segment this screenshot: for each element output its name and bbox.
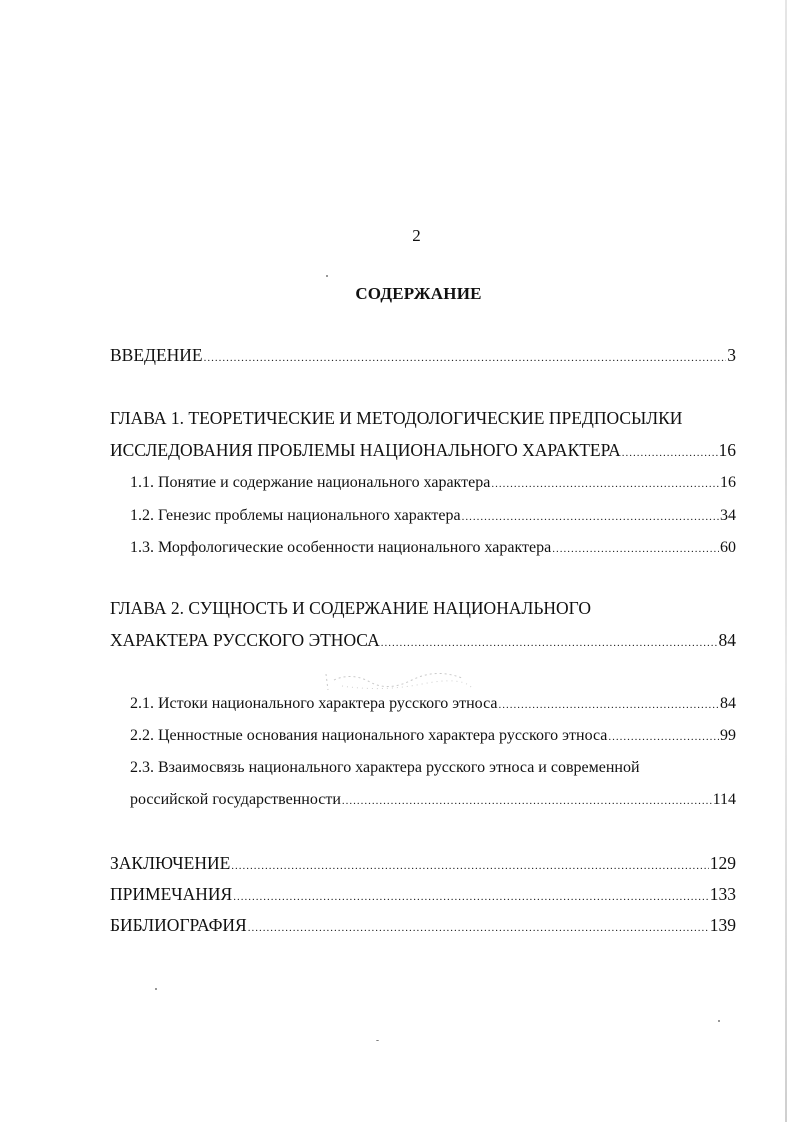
dot-leader (381, 632, 718, 654)
dot-leader (552, 538, 719, 560)
toc-entry-section-2-3 (130, 789, 736, 812)
dot-leader (248, 917, 709, 939)
scan-edge-shadow (785, 0, 787, 1122)
toc-entry-page: 3 (727, 345, 736, 365)
toc-entry-intro (110, 344, 736, 369)
toc-entry-page: 129 (709, 853, 736, 873)
toc-entry-label: 1.3. Морфологические особенности национального характера (130, 539, 552, 556)
toc-chapter1-title-line1: ГЛАВА 1. ТЕОРЕТИЧЕСКИЕ И МЕТОДОЛОГИЧЕСКИЕ ПРЕДПОСЫЛКИ (110, 408, 683, 428)
toc-entry-label: 1.2. Генезис проблемы национального характера (130, 507, 461, 524)
toc-entry-page: 84 (720, 695, 736, 712)
toc-entry-page: 60 (720, 539, 736, 556)
scan-speck (326, 275, 328, 277)
dot-leader (622, 442, 718, 464)
toc-entry-page: 16 (720, 474, 736, 491)
dot-leader (204, 347, 727, 369)
toc-entry-label: ХАРАКТЕРА РУССКОГО ЭТНОСА (110, 630, 380, 650)
toc-section-2-3-title-line1: 2.3. Взаимосвязь национального характера русского этноса и современной (130, 759, 640, 776)
toc-entry-conclusion (110, 852, 736, 877)
toc-entry-page: 16 (718, 440, 736, 460)
toc-entry-section-1-3 (130, 537, 736, 560)
toc-entry-label: 2.1. Истоки национального характера русского этноса (130, 695, 498, 712)
toc-entry-chapter2 (110, 629, 736, 654)
dot-leader (491, 473, 719, 495)
toc-entry-section-1-2 (130, 505, 736, 528)
page-number: 2 (412, 226, 421, 245)
toc-entry-page: 99 (720, 727, 736, 744)
toc-entry-label: ВВЕДЕНИЕ (110, 345, 203, 365)
toc-entry-label: 2.2. Ценностные основания национального характера русского этноса (130, 727, 608, 744)
dot-leader (608, 726, 719, 748)
scan-speck (155, 988, 157, 990)
toc-entry-page: 114 (712, 791, 736, 808)
dot-leader (231, 855, 708, 877)
toc-entry-section-2-1 (130, 693, 736, 716)
toc-entry-page: 34 (720, 507, 736, 524)
toc-entry-notes (110, 883, 736, 908)
toc-entry-section-2-2 (130, 725, 736, 748)
toc-entry-page: 139 (709, 915, 736, 935)
toc-entry-label: ЗАКЛЮЧЕНИЕ (110, 853, 231, 873)
toc-entry-page: 84 (718, 630, 736, 650)
toc-entry-chapter1 (110, 439, 736, 464)
toc-title: СОДЕРЖАНИЕ (355, 284, 482, 303)
dot-leader (342, 790, 712, 812)
toc-entry-label: российской государственности (130, 791, 341, 808)
toc-entry-label: ИССЛЕДОВАНИЯ ПРОБЛЕМЫ НАЦИОНАЛЬНОГО ХАРАКТЕРА (110, 440, 621, 460)
dot-leader (462, 506, 719, 528)
toc-entry-label: ПРИМЕЧАНИЯ (110, 884, 233, 904)
toc-chapter2-title-line1: ГЛАВА 2. СУЩНОСТЬ И СОДЕРЖАНИЕ НАЦИОНАЛЬНОГО (110, 598, 591, 618)
scan-speck (376, 1040, 379, 1041)
toc-entry-label: БИБЛИОГРАФИЯ (110, 915, 247, 935)
dot-leader (233, 886, 709, 908)
toc-entry-section-1-1 (130, 472, 736, 495)
toc-entry-bibliography (110, 914, 736, 939)
scan-speck (718, 1020, 720, 1022)
toc-entry-label: 1.1. Понятие и содержание национального характера (130, 474, 491, 491)
toc-entry-page: 133 (709, 884, 736, 904)
dot-leader (498, 694, 719, 716)
